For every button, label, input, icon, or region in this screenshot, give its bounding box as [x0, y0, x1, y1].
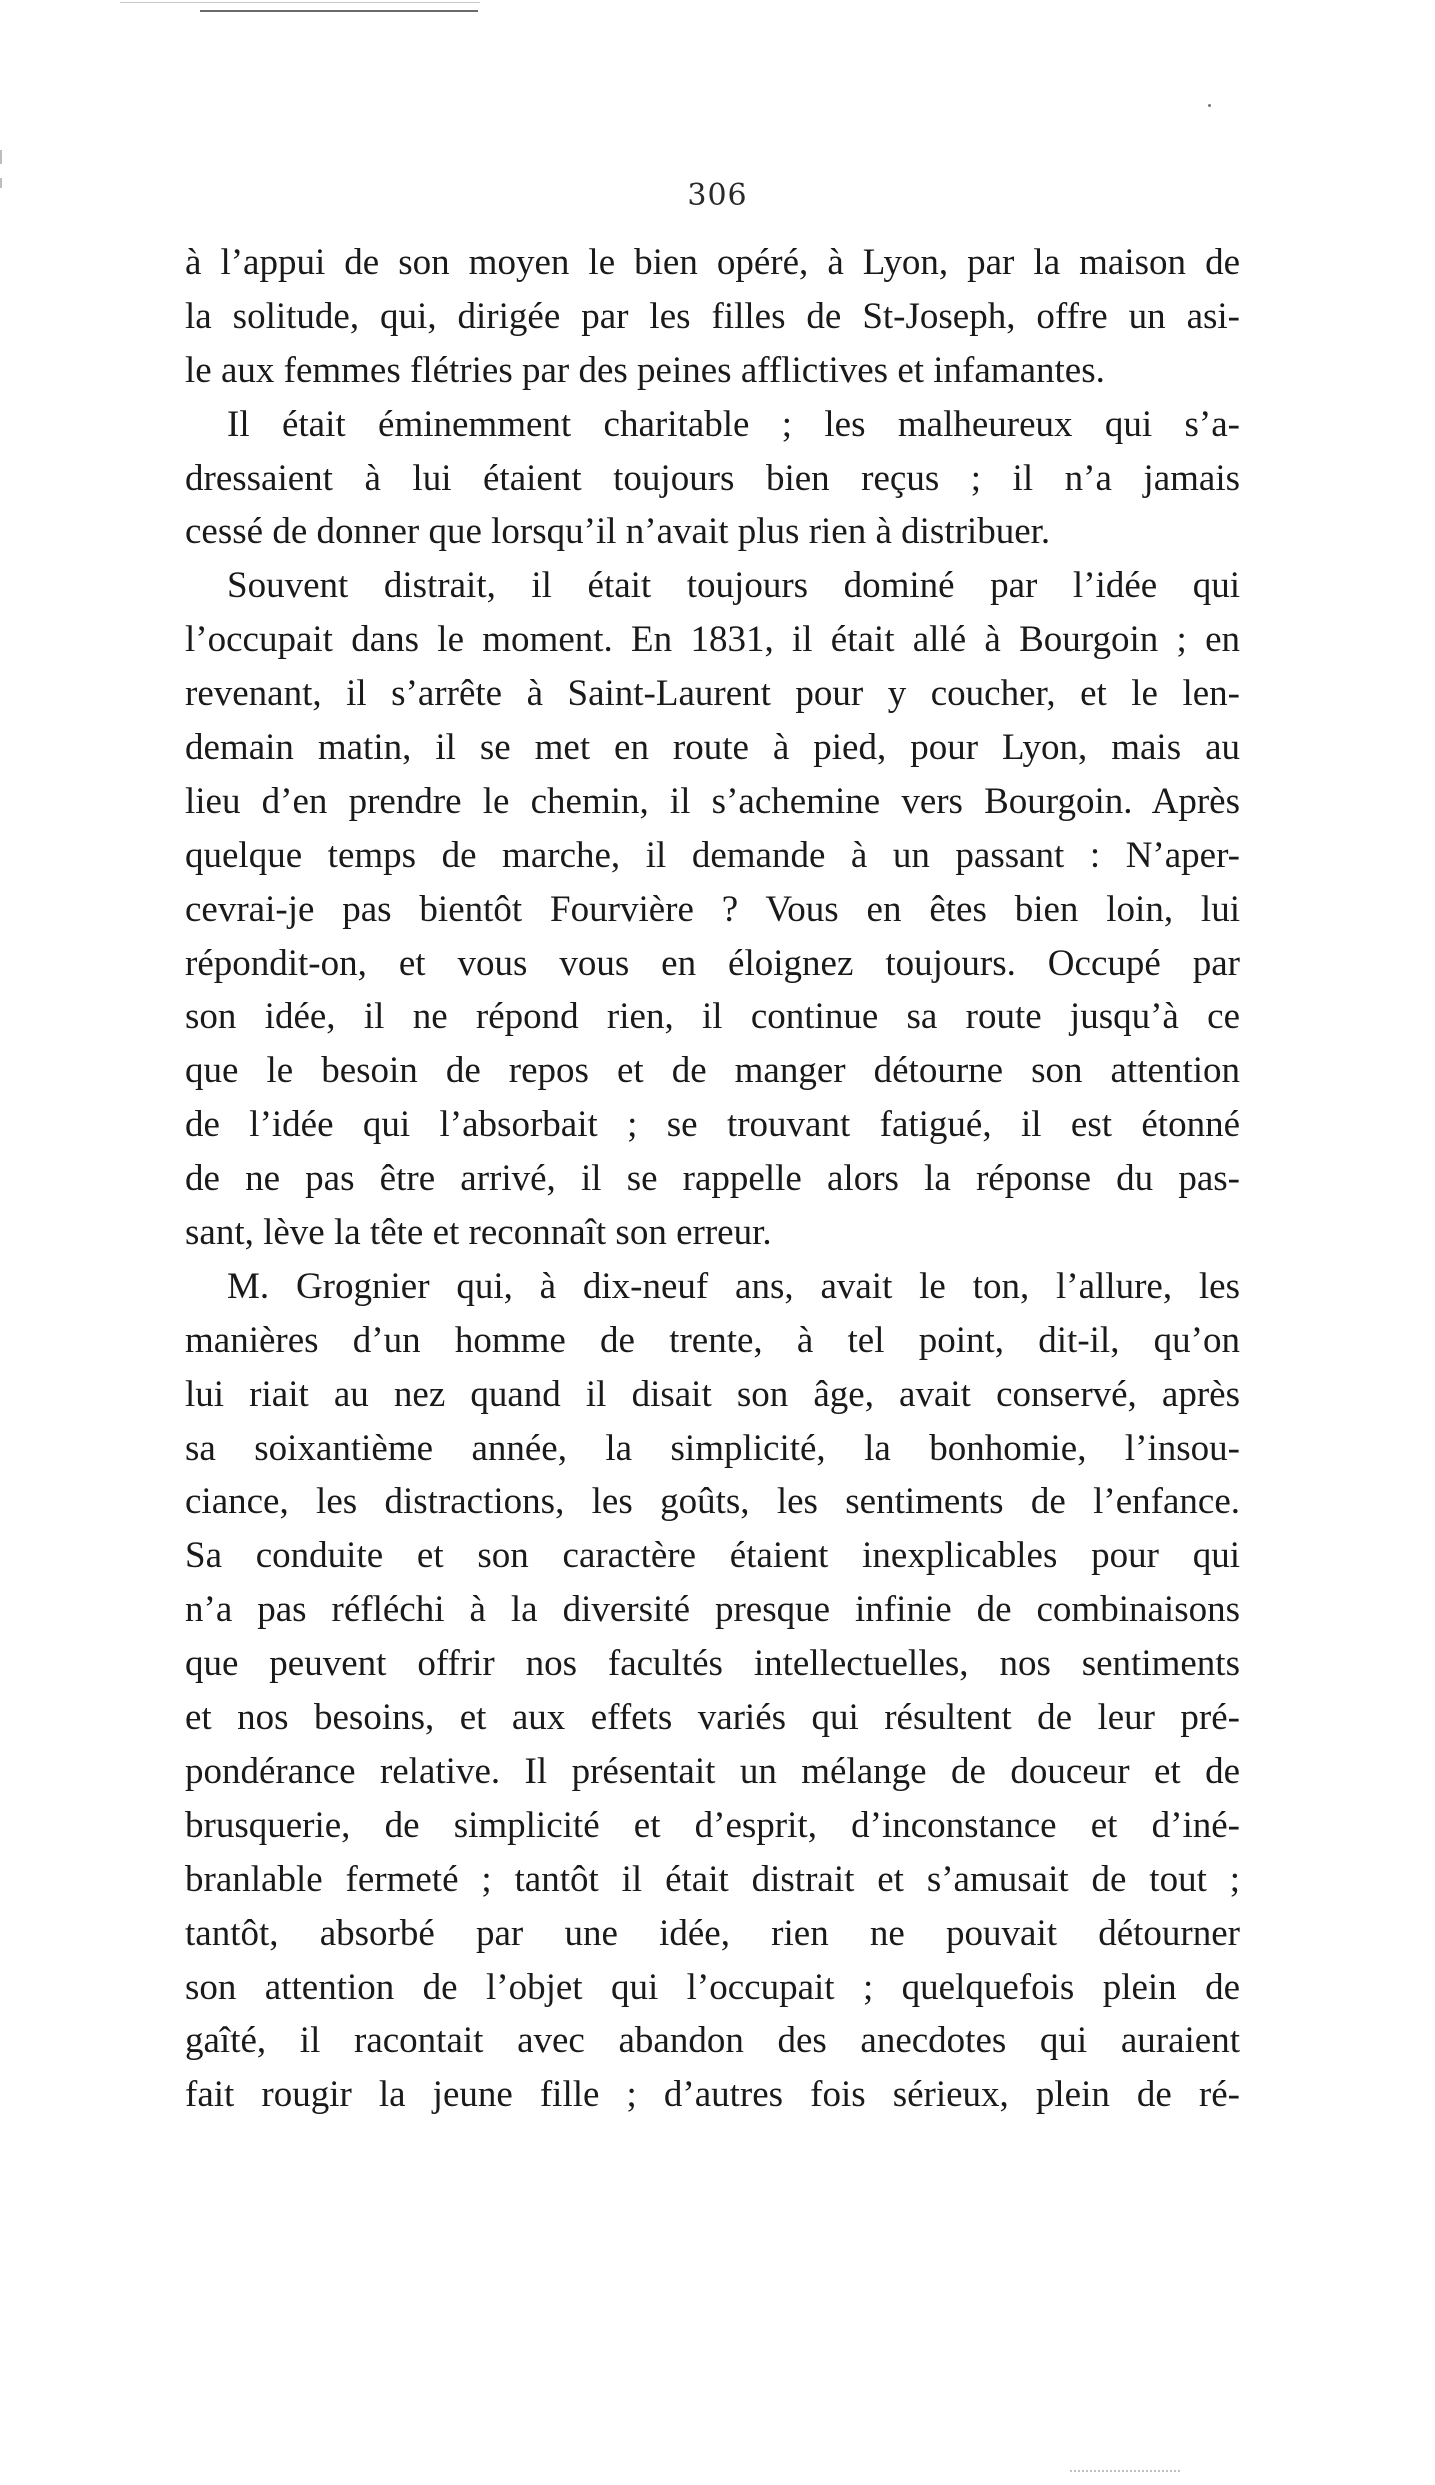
page-number: 306 [687, 178, 748, 213]
text-line: cevrai-je pas bientôt Fourvière ? Vous en êtes bien loin, lui [185, 888, 1240, 930]
text-line: son idée, il ne répond rien, il continue sa route jusqu’à ce [185, 996, 1240, 1038]
top-edge-faint-rule [120, 2, 480, 3]
text-line: de ne pas être arrivé, il se rappelle alors la réponse du pas- [185, 1158, 1240, 1200]
text-line: Il était éminemment charitable ; les malheureux qui s’a- [227, 403, 1240, 445]
text-line: tantôt, absorbé par une idée, rien ne pouvait détourner [185, 1912, 1240, 1954]
text-line: gaîté, il racontait avec abandon des anecdotes qui auraient [185, 2020, 1240, 2062]
text-line: demain matin, il se met en route à pied, pour Lyon, mais au [185, 727, 1240, 769]
text-line: dressaient à lui étaient toujours bien reçus ; il n’a jamais [185, 457, 1240, 499]
text-line: cessé de donner que lorsqu’il n’avait plus rien à distribuer. [185, 511, 1051, 553]
text-line: revenant, il s’arrête à Saint-Laurent pour y coucher, et le len- [185, 673, 1240, 715]
text-line: que le besoin de repos et de manger détourne son attention [185, 1050, 1240, 1092]
text-line: M. Grognier qui, à dix-neuf ans, avait le ton, l’allure, les [227, 1265, 1240, 1307]
text-line: pondérance relative. Il présentait un mélange de douceur et de [185, 1750, 1240, 1792]
text-line: son attention de l’objet qui l’occupait ; quelquefois plein de [185, 1966, 1240, 2008]
text-line: lieu d’en prendre le chemin, il s’achemine vers Bourgoin. Après [185, 780, 1240, 822]
text-line: sa soixantième année, la simplicité, la bonhomie, l’insou- [185, 1427, 1240, 1469]
text-line: branlable fermeté ; tantôt il était distrait et s’amusait de tout ; [185, 1858, 1240, 1900]
text-line: et nos besoins, et aux effets variés qui résultent de leur pré- [185, 1697, 1240, 1739]
text-line: ciance, les distractions, les goûts, les sentiments de l’enfance. [185, 1481, 1240, 1523]
text-line: à l’appui de son moyen le bien opéré, à Lyon, par la maison de [185, 242, 1240, 283]
text-line: de l’idée qui l’absorbait ; se trouvant fatigué, il est étonné [185, 1104, 1240, 1146]
bottom-edge-mark [1070, 2470, 1180, 2472]
text-line: brusquerie, de simplicité et d’esprit, d’inconstance et d’iné- [185, 1804, 1240, 1846]
text-line: quelque temps de marche, il demande à un passant : N’aper- [185, 834, 1240, 876]
text-line: Souvent distrait, il était toujours dominé par l’idée qui [227, 565, 1240, 607]
top-edge-rule [200, 10, 478, 12]
ink-speck [1208, 104, 1211, 107]
text-line: lui riait au nez quand il disait son âge, avait conservé, après [185, 1373, 1240, 1415]
text-line: fait rougir la jeune fille ; d’autres fois sérieux, plein de ré- [185, 2074, 1240, 2116]
text-line: répondit-on, et vous vous en éloignez toujours. Occupé par [185, 942, 1240, 984]
text-line: n’a pas réfléchi à la diversité presque infinie de combinaisons [185, 1589, 1240, 1631]
left-edge-mark [0, 150, 2, 164]
text-line: l’occupait dans le moment. En 1831, il était allé à Bourgoin ; en [185, 619, 1240, 661]
text-line: Sa conduite et son caractère étaient inexplicables pour qui [185, 1535, 1240, 1577]
text-line: manières d’un homme de trente, à tel point, dit-il, qu’on [185, 1319, 1240, 1361]
text-line: le aux femmes flétries par des peines afflictives et infamantes. [185, 349, 1105, 391]
body-text [185, 236, 1240, 2122]
text-line: sant, lève la tête et reconnaît son erreur. [185, 1212, 772, 1254]
text-line: la solitude, qui, dirigée par les filles de St-Joseph, offre un asi- [185, 295, 1240, 337]
text-line: que peuvent offrir nos facultés intellectuelles, nos sentiments [185, 1643, 1240, 1685]
